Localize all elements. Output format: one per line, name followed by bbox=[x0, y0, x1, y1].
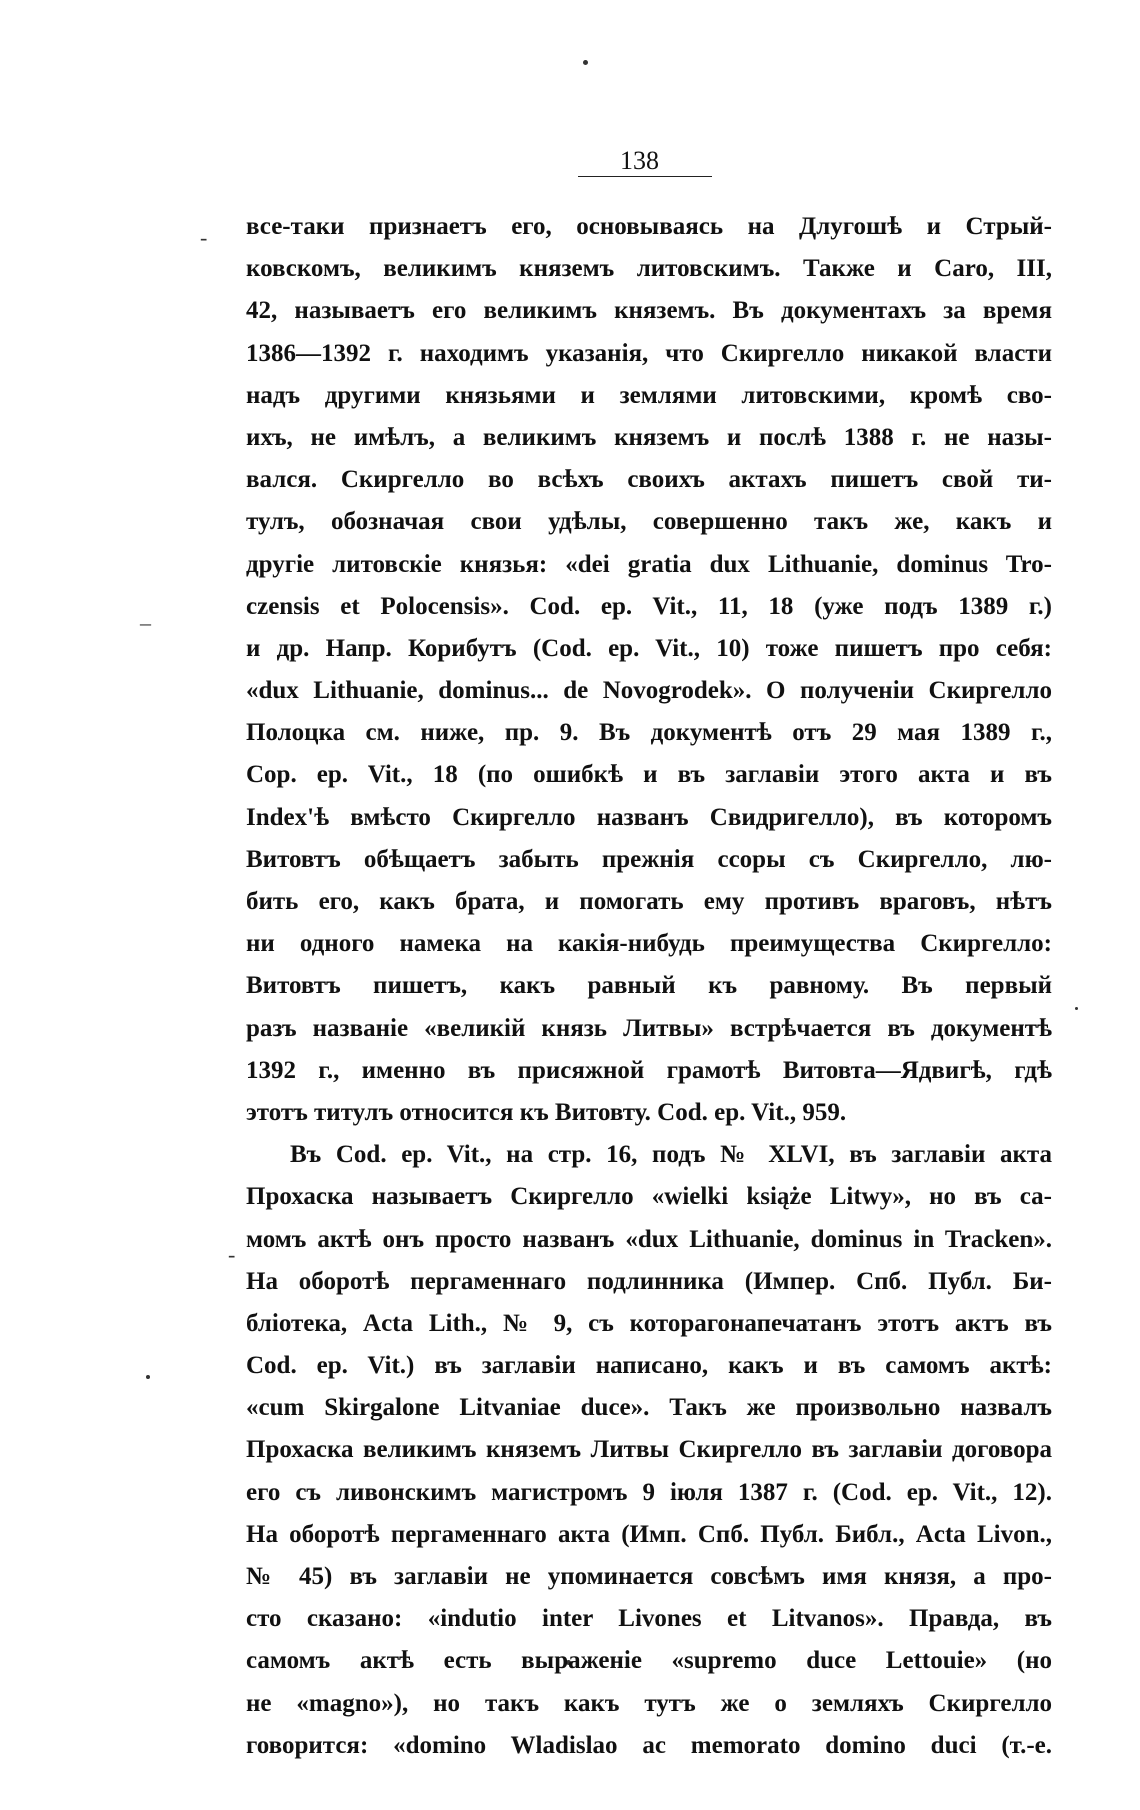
text-line: Cod. ep. Vit.) въ заглавіи написано, какъ и въ самомъ актѣ: bbox=[246, 1352, 1052, 1380]
text-line: «cum Skirgalone Litvaniae duce». Такъ же произвольно назвалъ bbox=[246, 1394, 1052, 1422]
text-line: ихъ, не имѣлъ, а великимъ княземъ и послѣ 1388 г. не назы- bbox=[246, 423, 1052, 451]
text-line: czensis et Polocensis». Cod. ep. Vit., 11, 18 (уже подъ 1389 г.) bbox=[246, 592, 1052, 620]
text-line: тулъ, обозначая свои удѣлы, совершенно такъ же, какъ и bbox=[246, 508, 1052, 536]
text-line: На оборотѣ пергаменнаго подлинника (Импер. Спб. Публ. Би- bbox=[246, 1267, 1052, 1295]
text-line: надъ другими князьями и землями литовскими, кромѣ сво- bbox=[246, 381, 1052, 409]
text-line: Прохаска называетъ Скиргелло «wielki książe Litwy», но въ са- bbox=[246, 1183, 1052, 1211]
text-line: все-таки признаетъ его, основываясь на Длугошѣ и Стрый- bbox=[246, 213, 1052, 240]
text-line: 1386—1392 г. находимъ указанія, что Скиргелло никакой власти bbox=[246, 339, 1052, 367]
text-line: разъ названіе «великій князь Литвы» встрѣчается въ документѣ bbox=[246, 1014, 1052, 1042]
text-line: Index'ѣ вмѣсто Скиргелло названъ Свидригелло), въ которомъ bbox=[246, 803, 1052, 831]
text-line: ни одного намека на какія-нибудь преимущества Скиргелло: bbox=[246, 930, 1052, 958]
text-line: Cop. ep. Vit., 18 (по ошибкѣ и въ заглавіи этого акта и въ bbox=[246, 761, 1052, 789]
margin-tick: - bbox=[200, 225, 208, 250]
text-line: Витовтъ обѣщаетъ забыть прежнія ссоры съ Скиргелло, лю- bbox=[246, 845, 1052, 873]
text-line: 42, называетъ его великимъ княземъ. Въ документахъ за время bbox=[246, 297, 1052, 325]
text-line: самомъ актѣ есть выраженіе «supremo duce Lettouie» (но bbox=[246, 1647, 1052, 1675]
text-line: «dux Lithuanie, dominus... de Novogrodek». О полученіи Скиргелло bbox=[246, 677, 1052, 705]
ink-speck bbox=[583, 60, 588, 65]
text-line: Полоцка см. ниже, пр. 9. Въ документѣ отъ 29 мая 1389 г., bbox=[246, 719, 1052, 747]
text-line: говорится: «domino Wladislao ac memorato domino duci (т.-е. bbox=[246, 1731, 1052, 1759]
margin-dash: – bbox=[140, 610, 151, 635]
text-line: бить его, какъ брата, и помогать ему противъ враговъ, нѣтъ bbox=[246, 888, 1052, 915]
header-rule bbox=[578, 176, 712, 177]
text-line: Въ Cod. ep. Vit., на стр. 16, подъ № XLVI, въ заглавіи акта bbox=[290, 1141, 1052, 1169]
text-line: этотъ титулъ относится къ Витовту. Cod. ep. Vit., 959. bbox=[246, 1098, 847, 1126]
body-text bbox=[246, 206, 1052, 1767]
text-line: и др. Напр. Корибутъ (Cod. ep. Vit., 10) тоже пишетъ про себя: bbox=[246, 634, 1052, 662]
text-line: не «magno»), но такъ какъ тутъ же о земляхъ Скиргелло bbox=[246, 1689, 1052, 1717]
text-line: момъ актѣ онъ просто названъ «dux Lithuanie, dominus in Tracken». bbox=[246, 1225, 1052, 1253]
text-line: № 45) въ заглавіи не упоминается совсѣмъ имя князя, а про- bbox=[246, 1563, 1052, 1590]
text-line: его съ ливонскимъ магистромъ 9 іюля 1387 г. (Cod. ep. Vit., 12). bbox=[246, 1478, 1052, 1506]
ink-speck bbox=[146, 1375, 150, 1379]
text-line: ковскомъ, великимъ княземъ литовскимъ. Также и Caro, III, bbox=[246, 255, 1052, 283]
margin-dash: - bbox=[228, 1242, 236, 1267]
text-line: сто сказано: «indutio inter Livones et Litvanos». Правда, въ bbox=[246, 1605, 1052, 1633]
text-line: вался. Скиргелло во всѣхъ своихъ актахъ пишетъ свой ти- bbox=[246, 466, 1052, 494]
ink-speck bbox=[1075, 1007, 1078, 1010]
text-line: На оборотѣ пергаменнаго акта (Имп. Спб. Публ. Библ., Acta Livon., bbox=[246, 1520, 1052, 1548]
page-number: 138 bbox=[620, 146, 659, 175]
text-line: бліотека, Acta Lith., № 9, съ которагонапечатанъ этотъ актъ въ bbox=[246, 1309, 1052, 1337]
text-line: Витовтъ пишетъ, какъ равный къ равному. Въ первый bbox=[246, 972, 1052, 1000]
text-line: 1392 г., именно въ присяжной грамотѣ Витовта—Ядвигѣ, гдѣ bbox=[246, 1056, 1052, 1084]
text-line: другіе литовскіе князья: «dei gratia dux Lithuanie, dominus Tro- bbox=[246, 550, 1052, 578]
text-line: Прохаска великимъ княземъ Литвы Скиргелло въ заглавіи договора bbox=[246, 1436, 1052, 1464]
